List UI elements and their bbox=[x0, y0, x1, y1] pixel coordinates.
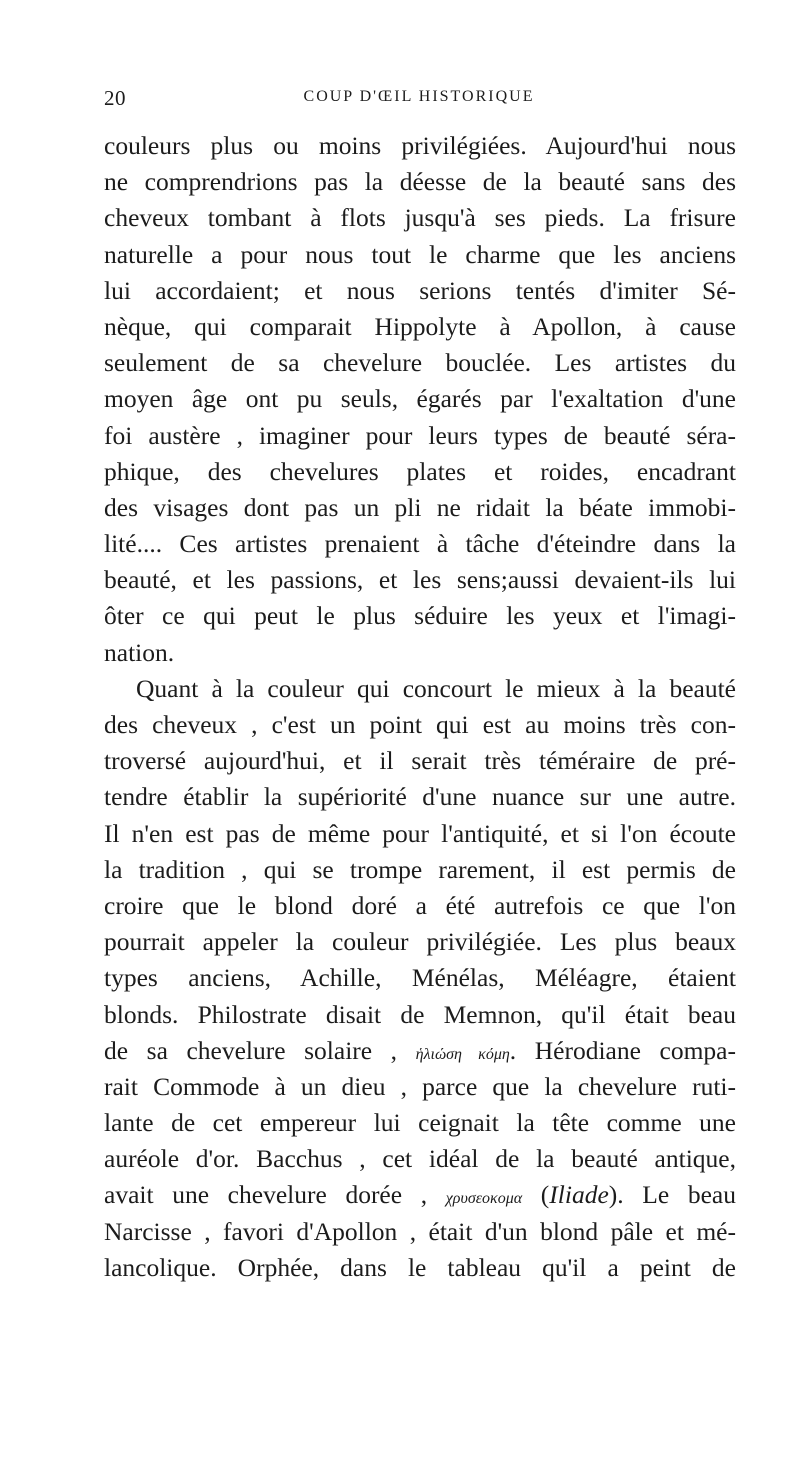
line-segment: avait une chevelure dorée , bbox=[104, 1180, 446, 1210]
text-line: foi austère , imaginer pour leurs types de beauté séra- bbox=[104, 420, 736, 450]
text-line: couleurs plus ou moins privilégiées. Aujourd'hui nous bbox=[104, 131, 736, 160]
text-line: blonds. Philostrate disait de Memnon, qu'il était beau bbox=[104, 999, 736, 1029]
text-line: beauté, et les passions, et les sens;aussi devaient-ils lui bbox=[104, 565, 736, 595]
work-title: Iliade bbox=[549, 1180, 609, 1210]
text-line: ôter ce qui peut le plus séduire les yeux et l'imagi- bbox=[104, 601, 736, 631]
text-line: moyen âge ont pu seuls, égarés par l'exaltation d'une bbox=[104, 384, 736, 414]
line-segment: de sa chevelure solaire , bbox=[104, 1035, 416, 1065]
text-line: phique, des chevelures plates et roides, encadrant bbox=[104, 456, 736, 486]
text-line: pourrait appeler la couleur privilégiée. Les plus beaux bbox=[104, 927, 736, 957]
page-header bbox=[104, 86, 734, 114]
text-line: la tradition , qui se trompe rarement, il est permis de bbox=[104, 854, 736, 884]
body-text bbox=[104, 128, 736, 1286]
text-line: lui accordaient; et nous serions tentés d'imiter Sé- bbox=[104, 275, 736, 305]
text-line bbox=[104, 1177, 736, 1213]
text-line: nation. bbox=[104, 637, 175, 667]
greek-phrase: ἡλιώση κόμη bbox=[415, 1045, 510, 1063]
text-line: auréole d'or. Bacchus , cet idéal de la beauté antique, bbox=[104, 1144, 736, 1174]
text-line: lante de cet empereur lui ceignait la tête comme une bbox=[104, 1108, 736, 1138]
text-line: troversé aujourd'hui, et il serait très téméraire de pré- bbox=[104, 746, 736, 776]
text-line: cheveux tombant à flots jusqu'à ses pieds. La frisure bbox=[104, 203, 736, 233]
text-line: naturelle a pour nous tout le charme que les anciens bbox=[104, 239, 736, 269]
text-line: Narcisse , favori d'Apollon , était d'un blond pâle et mé- bbox=[104, 1216, 736, 1246]
line-segment: ( bbox=[522, 1180, 550, 1210]
text-line: rait Commode à un dieu , parce que la chevelure ruti- bbox=[104, 1071, 736, 1101]
text-line: types anciens, Achille, Ménélas, Méléagre, étaient bbox=[104, 963, 736, 993]
text-line: des cheveux , c'est un point qui est au moins très con- bbox=[104, 710, 736, 739]
text-line: ne comprendrions pas la déesse de la beauté sans des bbox=[104, 167, 736, 197]
line-segment: . Hérodiane compa- bbox=[509, 1035, 736, 1065]
text-line bbox=[104, 1033, 736, 1069]
text-line: Il n'en est pas de même pour l'antiquité, et si l'on écoute bbox=[104, 818, 736, 848]
text-line: tendre établir la supériorité d'une nuance sur une autre. bbox=[104, 782, 736, 812]
running-head: COUP D'ŒIL HISTORIQUE bbox=[303, 88, 535, 105]
text-line: des visages dont pas un pli ne ridait la béate immobi- bbox=[104, 492, 736, 522]
text-line: lancolique. Orphée, dans le tableau qu'il a peint de bbox=[104, 1252, 736, 1282]
line-segment: ). Le beau bbox=[608, 1180, 736, 1210]
text-line: seulement de sa chevelure bouclée. Les artistes du bbox=[104, 348, 736, 378]
greek-phrase: χρυσεοκομα bbox=[445, 1190, 523, 1208]
text-line: Quant à la couleur qui concourt le mieux à la beauté bbox=[136, 673, 736, 703]
page-number: 20 bbox=[104, 86, 126, 110]
text-line: lité.... Ces artistes prenaient à tâche d'éteindre dans la bbox=[104, 529, 736, 559]
text-line: nèque, qui comparait Hippolyte à Apollon, à cause bbox=[104, 311, 736, 341]
text-line: croire que le blond doré a été autrefois ce que l'on bbox=[104, 890, 736, 920]
